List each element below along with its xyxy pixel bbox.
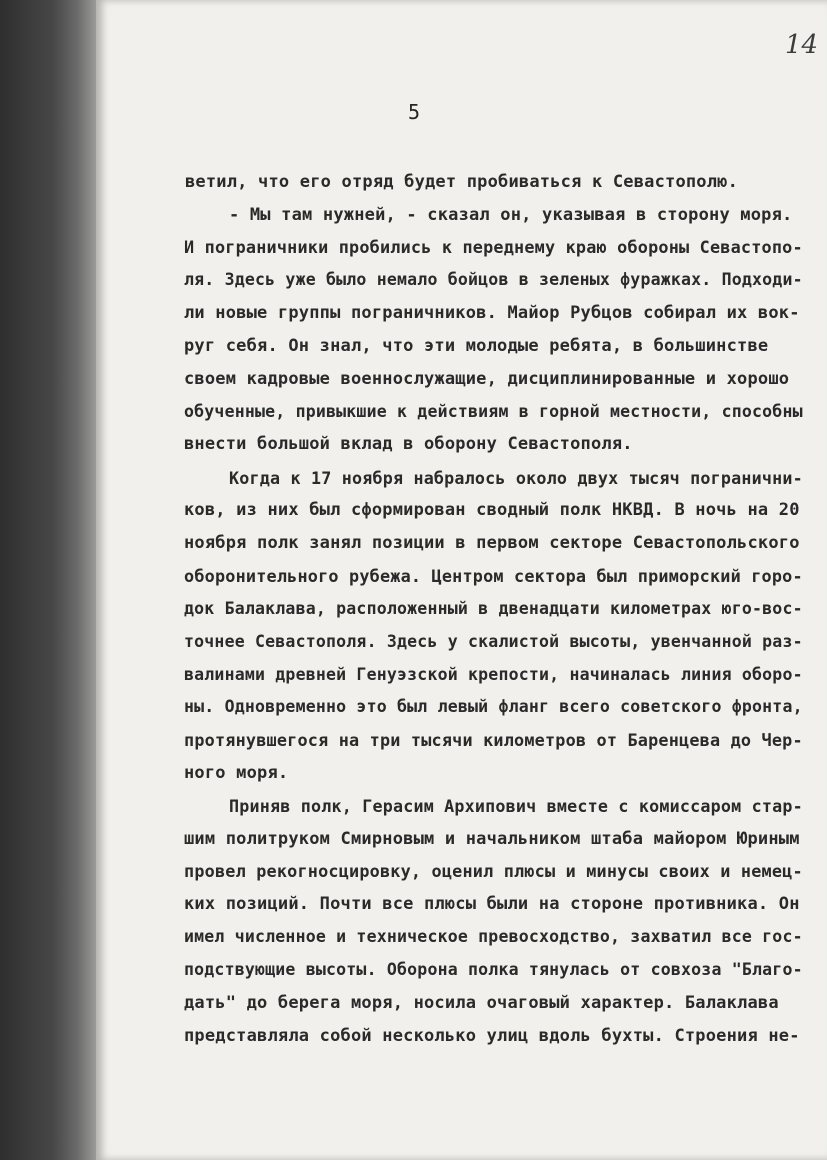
- text-line: точнее Севастополя. Здесь у скалистой высоты, увенчанной раз-: [184, 632, 803, 651]
- text-line: внести большой вклад в оборону Севастополя.: [184, 434, 633, 454]
- text-line: имел численное и техническое превосходство, захватил все гос-: [184, 927, 803, 946]
- text-line: валинами древней Генуэзской крепости, начиналась линия оборо-: [184, 665, 803, 684]
- text-line: дать" до берега моря, носила очаговый характер. Балаклава: [184, 993, 779, 1013]
- text-line: своем кадровые военнослужащие, дисциплинированные и хорошо: [184, 369, 790, 389]
- text-line: обученные, привыкшие к действиям в горной местности, способны: [184, 402, 803, 421]
- text-line: ких позиций. Почти все плюсы были на стороне противника. Он: [184, 894, 800, 914]
- archive-page-number: 14: [785, 30, 819, 60]
- text-line: Когда к 17 ноября набралось около двух тысяч погранични-: [229, 468, 803, 488]
- text-line: шим политруком Смирновым и начальником штаба майором Юриным: [184, 829, 800, 849]
- text-line: ного моря.: [184, 763, 289, 783]
- text-line: представляла собой несколько улиц вдоль бухты. Строения не-: [184, 1026, 800, 1046]
- text-line: провел рекогносцировку, оценил плюсы и минусы своих и немец-: [184, 861, 803, 881]
- text-line: ветил, что его отряд будет пробиваться к Севастополю.: [185, 172, 739, 192]
- text-line: ков, из них был сформирован сводный полк НКВД. В ночь на 20: [184, 500, 800, 520]
- text-line: протянувшегося на три тысячи километров от Баренцева до Чер-: [184, 730, 803, 750]
- text-line: ли новые группы пограничников. Майор Рубцов собирал их вок-: [184, 303, 800, 323]
- text-line: оборонительного рубежа. Центром сектора был приморский горо-: [184, 566, 803, 586]
- binding-strip: [0, 0, 96, 1160]
- text-line: ля. Здесь уже было немало бойцов в зеленых фуражках. Подходи-: [184, 270, 803, 289]
- text-line: док Балаклава, расположенный в двенадцати километрах юго-вос-: [184, 599, 803, 618]
- text-line: - Мы там нужней, - сказал он, указывая в сторону моря.: [229, 205, 793, 225]
- text-line: И пограничники пробились к переднему краю обороны Севастопо-: [184, 237, 803, 257]
- text-line: руг себя. Он знал, что эти молодые ребята, в большинстве: [184, 336, 769, 356]
- text-line: подствующие высоты. Оборона полка тянулась от совхоза "Благо-: [184, 960, 803, 979]
- text-line: ноября полк занял позиции в первом секторе Севастопольского: [184, 533, 800, 553]
- text-line: Приняв полк, Герасим Архипович вместе с комиссаром стар-: [229, 796, 803, 816]
- page-number: 5: [408, 100, 421, 124]
- text-line: ны. Одновременно это был левый фланг всего советского фронта,: [184, 697, 803, 716]
